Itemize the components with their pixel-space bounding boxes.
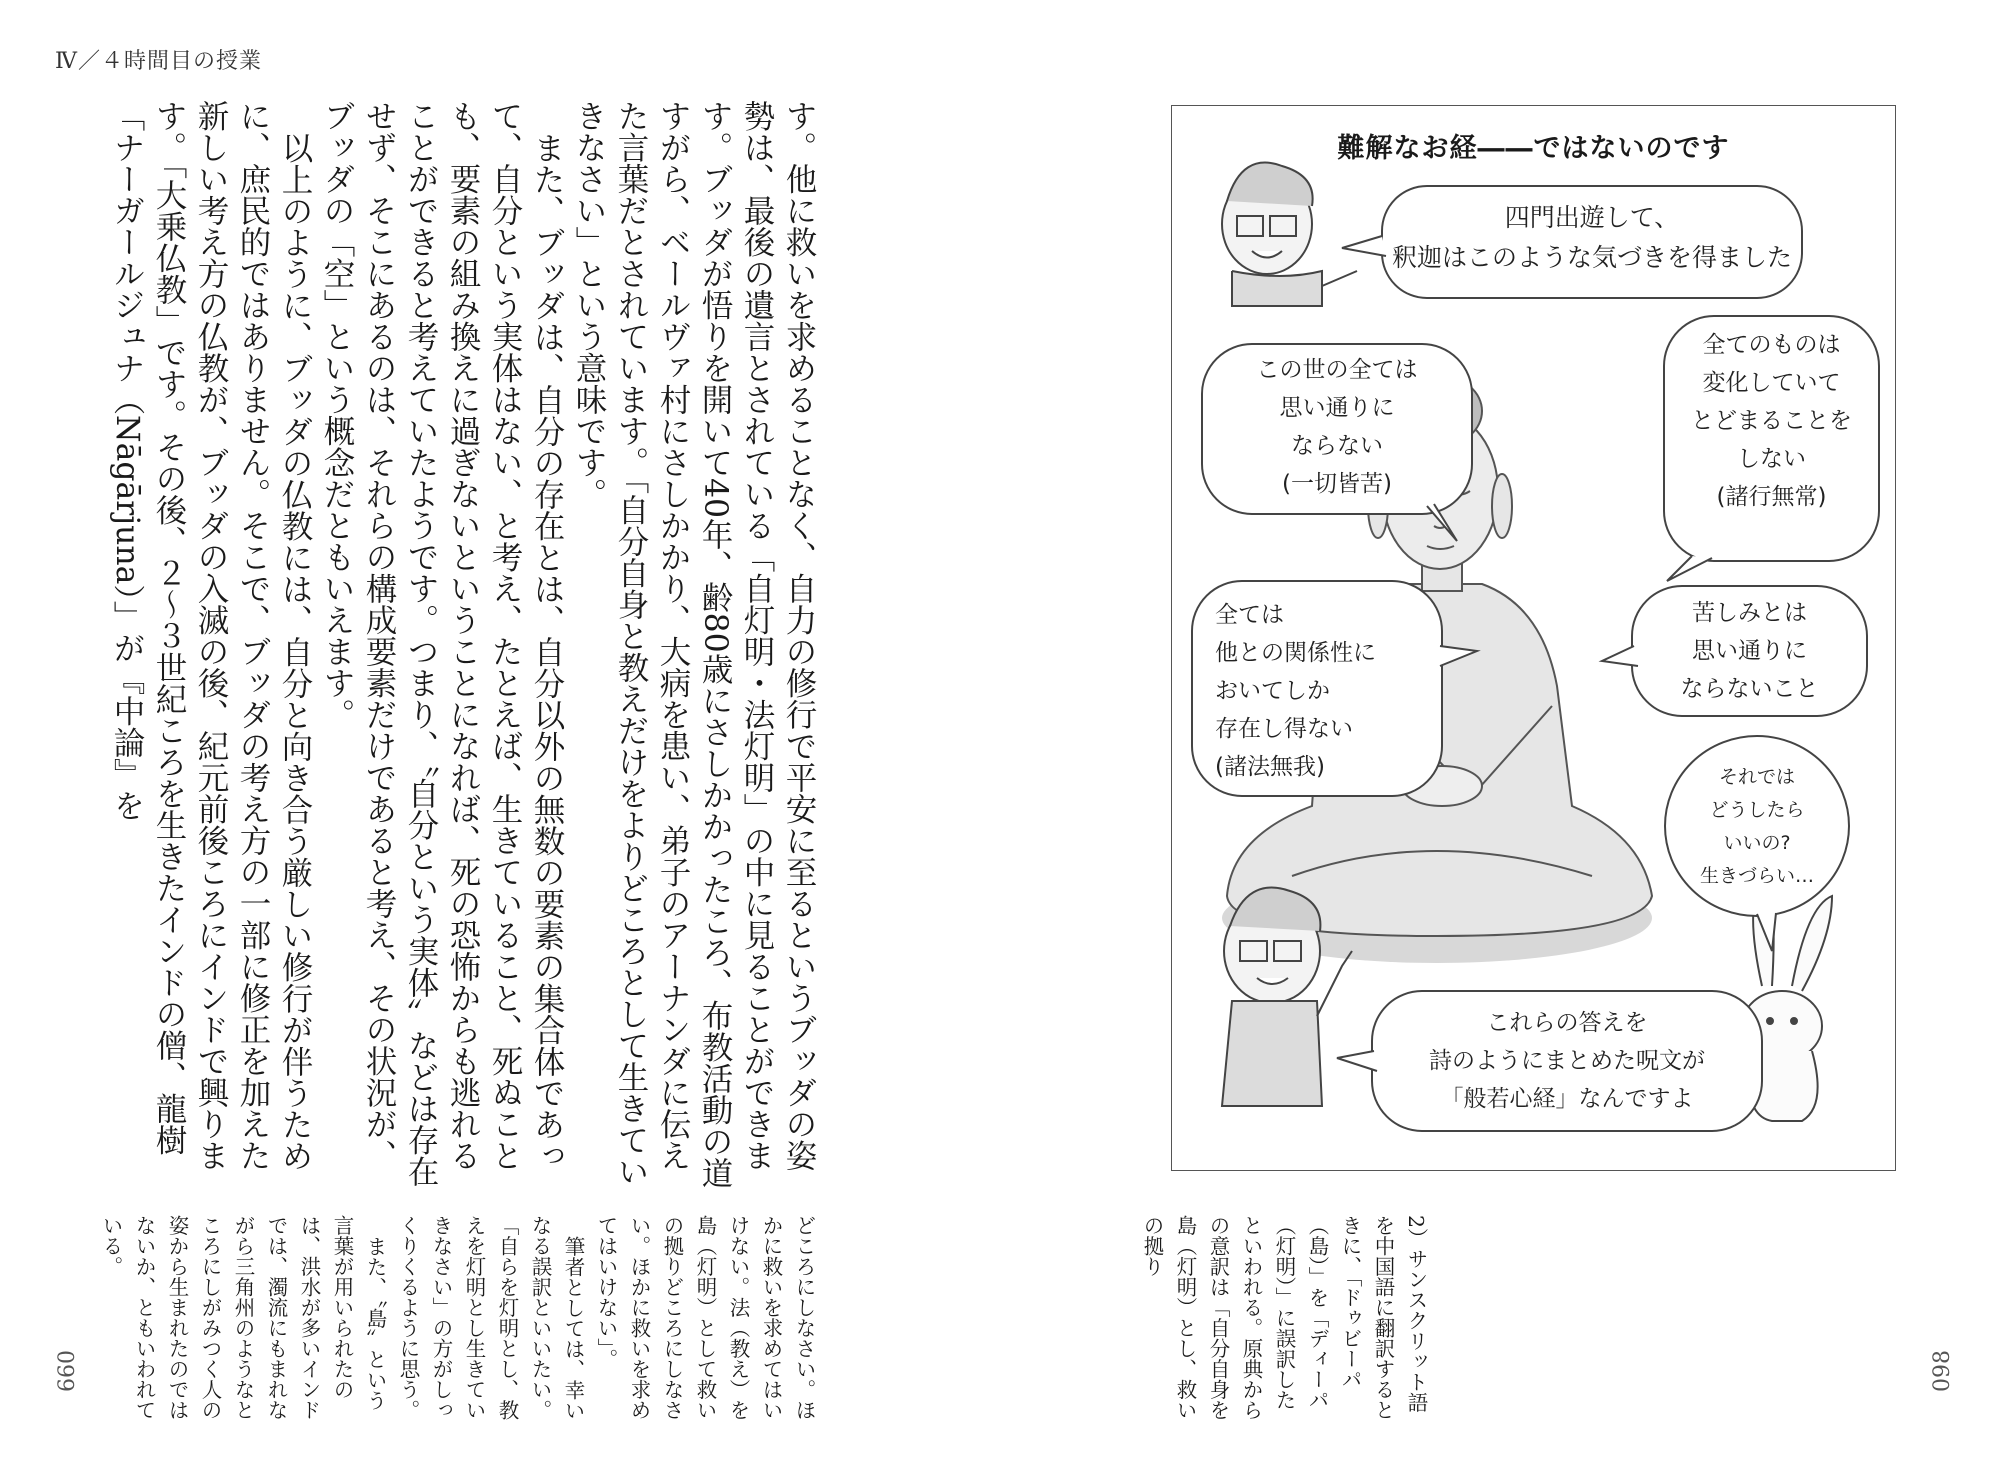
bubble-rabbit: それでは どうしたら いいの? 生きづらい… — [1699, 766, 1814, 887]
running-head: Ⅳ／４時間目の授業 — [55, 49, 262, 74]
bubble-kurushimi: 苦しみとは 思い通りに ならないこと — [1680, 600, 1819, 702]
footnote-paragraph: 筆者としては、幸いなる誤訳といいたい。「自らを灯明とし、教えを灯明とし生きていきなさい」の方がしっくりくるように思う。 — [396, 1215, 585, 1420]
bubble-intro: 四門出遊して、 釈迦はこのような気づきを得ました — [1391, 203, 1792, 272]
bubble-shogyomujo: 全てのものは 変化していて とどまることを しない (諸行無常) — [1691, 332, 1852, 510]
footnote-paragraph: どころにしなさい。ほかに救いを求めてはいけない。法（教え）を島（灯明）として救いの拠りどころにしなさい。ほかに救いを求めてはいけない」。 — [594, 1215, 816, 1420]
left-page-body — [109, 100, 820, 1190]
left-page-footnotes — [99, 1215, 820, 1430]
body-paragraph: 以上のように、ブッダの仏教には、自分と向き合う厳しい修行が伴うために、庶民的ではありません。そこで、ブッダの考え方の一部に修正を加えた新しい考え方の仏教が、ブッダの入滅の後、紀元前後ころにインドで興ります。「大乗仏教」です。その後、２〜３世紀ころを生きたインドの僧、龍樹「ナーガールジュナ（Nāgārjuna）」が『中論』を — [109, 100, 313, 1171]
professor-illustration-top — [1222, 163, 1357, 306]
footnote-paragraph: 2）サンスクリット語を中国語に翻訳するときに、「ドゥビーパ（島）」を「ディーパ（灯明）」に誤訳したといわれる。原典からの意訳は「自分自身を島（灯明）とし、救いの拠り — [1140, 1215, 1428, 1420]
body-paragraph: また、ブッダは、自分の存在とは、自分以外の無数の要素の集合体であって、自分という実体はない、と考え、たとえば、生きていること、死ぬことも、要素の組み換えに過ぎないということになれば、死の恐怖からも逃れることができると考えていたようです。つまり、〝自分という実体〟などは存在せず、そこにあるのは、それらの構成要素だけであると考え、その状況が、ブッダの「空」という概念だともいえます。 — [319, 100, 565, 1187]
right-page-footnotes — [1140, 1215, 1432, 1430]
footnote-paragraph: また、〝島〟という言葉が用いられたのは、洪水が多いインドでは、濁流にもまれながら三角州のようなところにしがみつく人の姿から生まれたのではないか、ともいわれている。 — [99, 1215, 387, 1420]
page-number-left: 660 — [55, 1350, 80, 1392]
bubble-answer: これらの答えを 詩のようにまとめた呪文が 「般若心経」なんですよ — [1429, 1010, 1705, 1112]
illustration-panel — [1171, 105, 1896, 1171]
bubble-issaikaiku: この世の全ては 思い通りに ならない (一切皆苦) — [1256, 357, 1418, 497]
body-paragraph: す。他に救いを求めることなく、自力の修行で平安に至るというブッダの姿勢は、最後の遺言とされている「自灯明・法灯明」の中に見ることができます。ブッダが悟りを開いて40年、齢80歳にさしかかったころ、布教活動の道すがら、ベールヴァ村にさしかかり、大病を患い、弟子のアーナンダに伝えた言葉だとされています。「自分自身と教えだけをよりどころとして生きていきなさい」という意味です。 — [571, 100, 817, 1189]
illustration-title: 難解なお経――ではないのです — [1337, 133, 1730, 164]
bubble-shohomuga: 全ては 他との関係性に おいてしか 存在し得ない (諸法無我) — [1215, 602, 1376, 780]
page-number-right: 098 — [1930, 1350, 1955, 1392]
